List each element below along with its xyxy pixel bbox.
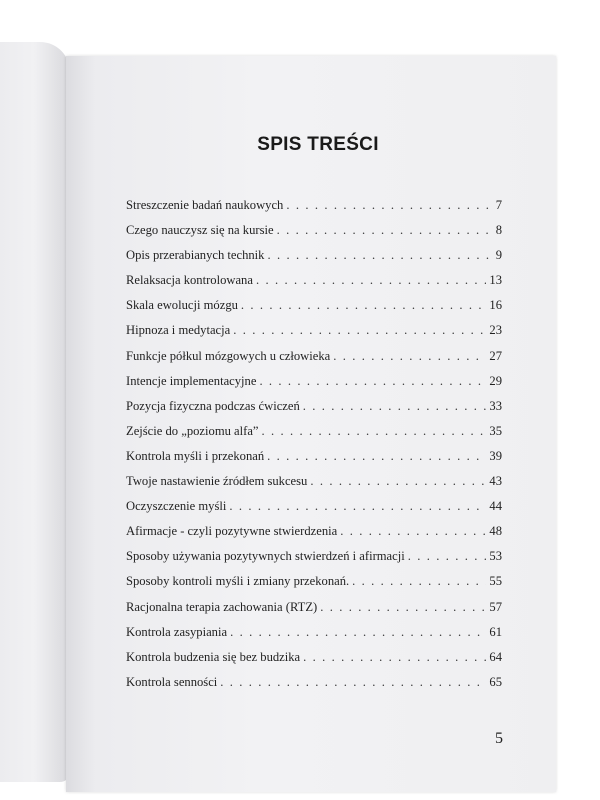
- toc-entry: [126, 223, 502, 248]
- toc-entry-page: 39: [489, 448, 502, 463]
- toc-entry-page: 23: [489, 323, 502, 338]
- table-of-contents: [126, 198, 502, 700]
- toc-entry-label: Czego nauczysz się na kursie: [126, 223, 274, 238]
- toc-entry-page: 44: [489, 499, 502, 514]
- toc-entry-page: 9: [495, 248, 502, 263]
- dot-leader: [310, 474, 486, 489]
- toc-entry-page: 8: [495, 223, 502, 238]
- toc-entry: [126, 499, 502, 524]
- toc-entry-page: 35: [489, 423, 502, 438]
- toc-entry: [126, 449, 502, 474]
- toc-entry-page: 16: [489, 298, 502, 313]
- toc-entry: [126, 198, 502, 223]
- dot-leader: [256, 273, 486, 288]
- toc-entry-page: 53: [489, 549, 502, 564]
- dot-leader: [352, 574, 486, 589]
- dot-leader: [320, 600, 486, 615]
- toc-entry-page: 65: [489, 674, 502, 689]
- toc-entry-label: Hipnoza i medytacja: [126, 323, 231, 338]
- page-title: SPIS TREŚCI: [257, 134, 379, 155]
- toc-entry-label: Sposoby używania pozytywnych stwierdzeń i afirmacji: [126, 549, 405, 564]
- toc-entry-label: Intencje implementacyjne: [126, 373, 257, 388]
- toc-entry-page: 43: [489, 474, 502, 489]
- toc-entry: [126, 323, 502, 348]
- toc-entry-label: Twoje nastawienie źródłem sukcesu: [126, 474, 308, 489]
- dot-leader: [233, 323, 486, 338]
- toc-entry: [126, 549, 502, 574]
- toc-entry-label: Opis przerabianych technik: [126, 248, 265, 263]
- dot-leader: [277, 223, 493, 238]
- dot-leader: [340, 524, 486, 539]
- toc-entry: [126, 675, 502, 700]
- dot-leader: [230, 625, 486, 640]
- toc-entry: [126, 374, 502, 399]
- left-page-edge: [0, 42, 70, 782]
- toc-entry-page: 33: [489, 398, 502, 413]
- toc-entry-label: Kontrola senności: [126, 674, 218, 689]
- toc-entry-page: 57: [489, 599, 502, 614]
- toc-entry-page: 27: [489, 348, 502, 363]
- toc-entry: [126, 625, 502, 650]
- toc-entry: [126, 524, 502, 549]
- toc-entry: [126, 399, 502, 424]
- dot-leader: [267, 449, 486, 464]
- toc-entry-label: Relaksacja kontrolowana: [126, 273, 253, 288]
- toc-entry: [126, 574, 502, 599]
- toc-entry-page: 64: [489, 649, 502, 664]
- toc-entry: [126, 600, 502, 625]
- toc-entry: [126, 349, 502, 374]
- toc-entry-page: 7: [495, 198, 502, 212]
- dot-leader: [220, 675, 486, 690]
- dot-leader: [267, 248, 492, 263]
- toc-entry: [126, 474, 502, 499]
- toc-entry: [126, 424, 502, 449]
- toc-entry: [126, 248, 502, 273]
- dot-leader: [286, 198, 492, 213]
- toc-entry-label: Funkcje półkul mózgowych u człowieka: [126, 348, 331, 363]
- toc-entry-page: 48: [489, 524, 502, 539]
- page-number: 5: [495, 730, 503, 747]
- toc-entry: [126, 273, 502, 298]
- toc-entry-label: Kontrola budzenia się bez budzika: [126, 649, 301, 664]
- dot-leader: [333, 349, 486, 364]
- toc-entry-label: Racjonalna terapia zachowania (RTZ): [126, 599, 318, 614]
- toc-entry-label: Kontrola myśli i przekonań: [126, 448, 265, 463]
- toc-entry-label: Pozycja fizyczna podczas ćwiczeń: [126, 398, 300, 413]
- dot-leader: [408, 549, 487, 564]
- dot-leader: [262, 424, 487, 439]
- toc-entry-label: Afirmacje - czyli pozytywne stwierdzenia: [126, 524, 338, 539]
- dot-leader: [241, 298, 486, 313]
- dot-leader: [229, 499, 486, 514]
- book-page: [66, 56, 556, 792]
- toc-entry-page: 55: [489, 574, 502, 589]
- toc-entry: [126, 298, 502, 323]
- toc-entry-page: 13: [489, 273, 502, 288]
- toc-entry-page: 29: [489, 373, 502, 388]
- toc-entry-label: Oczyszczenie myśli: [126, 499, 227, 514]
- toc-entry: [126, 650, 502, 675]
- dot-leader: [259, 374, 486, 389]
- toc-entry-label: Skala ewolucji mózgu: [126, 298, 238, 313]
- dot-leader: [303, 650, 486, 665]
- toc-entry-label: Sposoby kontroli myśli i zmiany przekonań.: [126, 574, 350, 589]
- toc-entry-label: Zejście do „poziomu alfa”: [126, 423, 259, 438]
- toc-entry-label: Kontrola zasypiania: [126, 624, 228, 639]
- toc-entry-label: Streszczenie badań naukowych: [126, 198, 284, 212]
- dot-leader: [303, 399, 487, 414]
- toc-entry-page: 61: [489, 624, 502, 639]
